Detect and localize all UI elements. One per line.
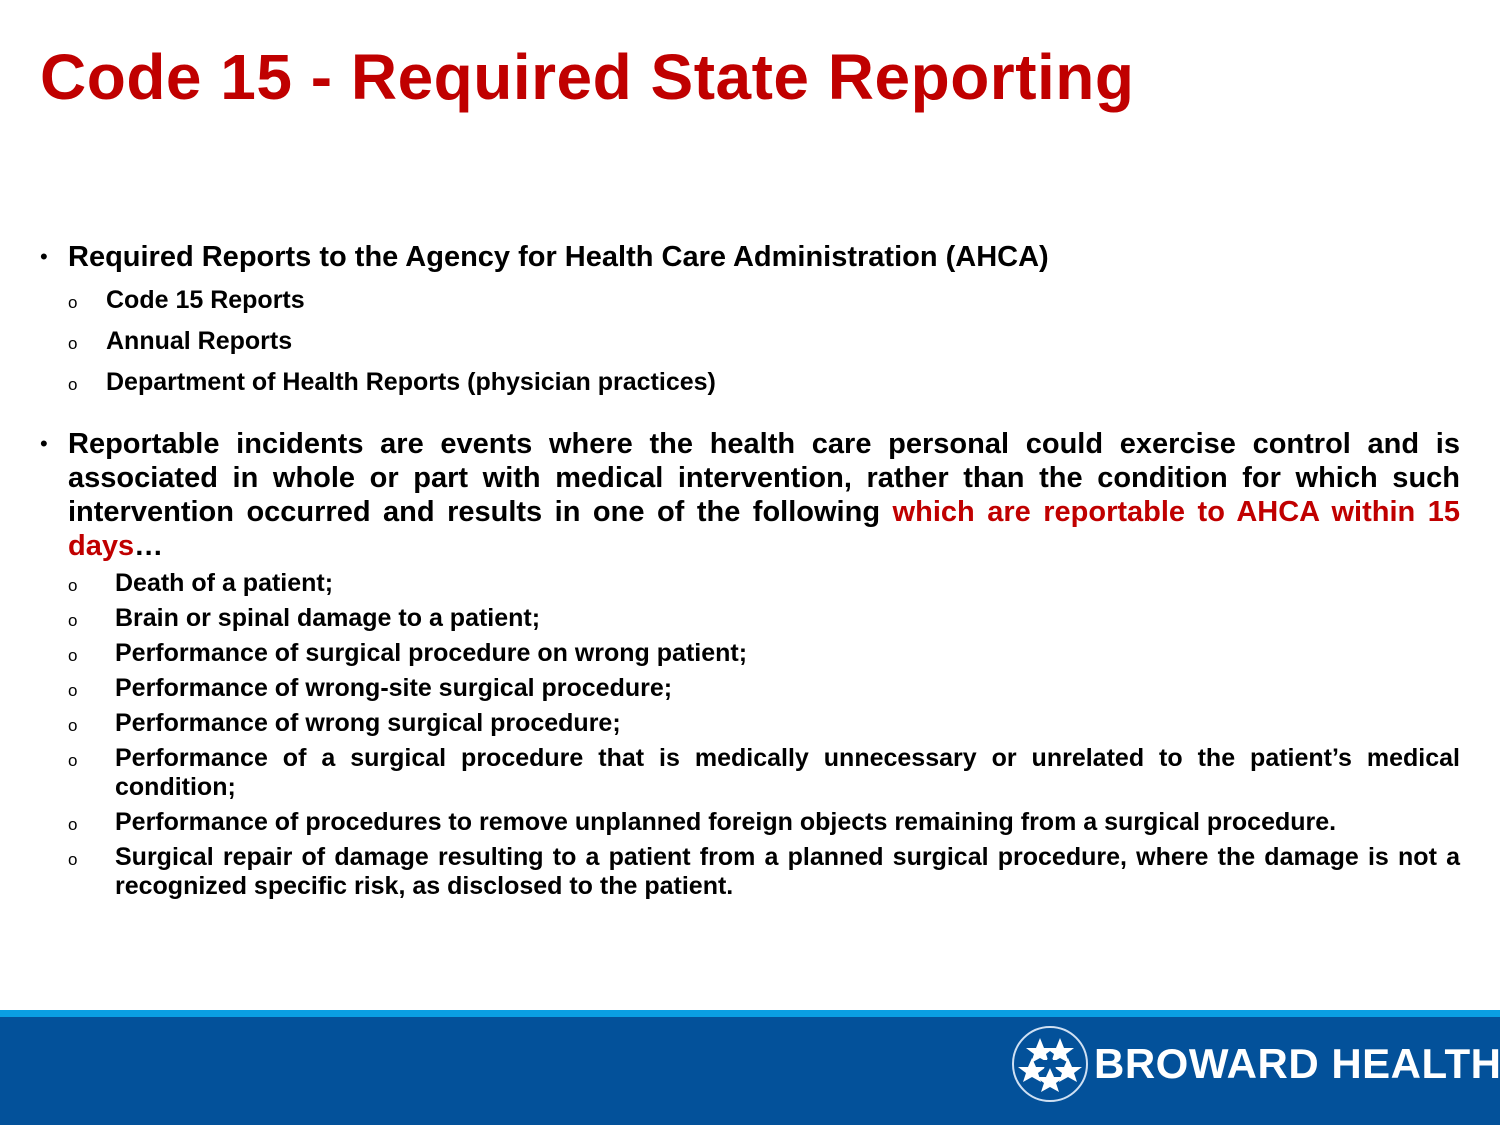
circle-bullet-icon: o [68, 815, 78, 834]
reportable-incidents-list [40, 569, 1460, 901]
bullet-text: Required Reports to the Agency for Health Care Administration (AHCA) [68, 241, 1049, 273]
highlight-text: which are reportable to AHCA within 15 days [68, 496, 1460, 562]
list-item: o Performance of wrong-site surgical procedure; [40, 674, 1460, 703]
bullet-icon: • [40, 244, 48, 269]
circle-bullet-icon: o [68, 293, 78, 312]
list-item: o Annual Reports [40, 327, 1460, 356]
list-item: o Performance of wrong surgical procedure; [40, 709, 1460, 738]
circle-bullet-icon: o [68, 850, 78, 869]
bullet-reportable-incidents: • Reportable incidents are events where the health care personal could exercise control and is associated in whole or part with medical intervention, rather than the condition for which such intervention occurred and results in one of the following which are reportable to AHCA within 15 days… [40, 428, 1460, 562]
broward-health-logo [1012, 1026, 1511, 1102]
bullet-text: Reportable incidents are events where the health care personal could exercise control and is associated in whole or part with medical intervention, rather than the condition for which such intervention occurred and results in one of the following [68, 428, 1460, 528]
list-item: o Performance of surgical procedure on wrong patient; [40, 639, 1460, 668]
list-item: o Code 15 Reports [40, 286, 1460, 315]
list-item: o Performance of a surgical procedure that is medically unnecessary or unrelated to the patient’s medical condition; [68, 744, 1460, 801]
list-item: o Brain or spinal damage to a patient; [40, 604, 1460, 633]
list-item: o Performance of procedures to remove unplanned foreign objects remaining from a surgical procedure. [40, 808, 1460, 837]
circle-bullet-icon: o [68, 576, 78, 595]
logo-text: BROWARD HEALTH ® [1094, 1040, 1511, 1087]
circle-bullet-icon: o [68, 751, 78, 770]
bullet-required-reports [40, 240, 1460, 274]
bullet-icon: • [40, 431, 48, 456]
slide-content [40, 240, 1460, 901]
list-item: o Surgical repair of damage resulting to a patient from a planned surgical procedure, where the damage is not a recognized specific risk, as disclosed to the patient. [68, 843, 1460, 900]
list-item: o Death of a patient; [40, 569, 1460, 598]
circle-bullet-icon: o [68, 334, 78, 353]
list-item: o Department of Health Reports (physician practices) [40, 368, 1460, 397]
circle-bullet-icon: o [68, 611, 78, 630]
required-reports-list [40, 286, 1460, 397]
footer-accent-line [0, 1010, 1500, 1017]
circle-bullet-icon: o [68, 646, 78, 665]
star-cluster-icon [1012, 1026, 1088, 1102]
circle-bullet-icon: o [68, 681, 78, 700]
circle-bullet-icon: o [68, 375, 78, 394]
circle-bullet-icon: o [68, 716, 78, 735]
slide-title: Code 15 - Required State Reporting [40, 41, 1135, 113]
registered-mark: ® [1503, 1040, 1511, 1051]
